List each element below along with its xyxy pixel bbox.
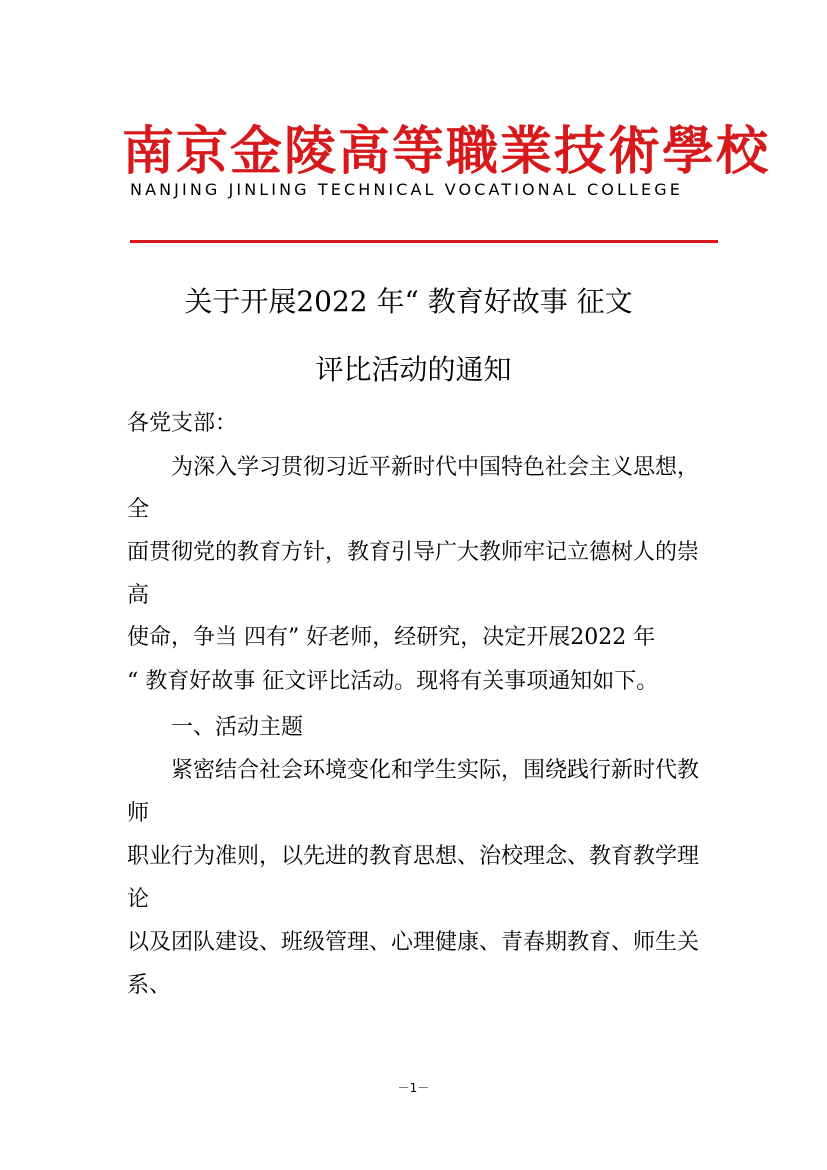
letterhead-red-rule [130,240,718,243]
letterhead-english-name: NANJING JINLING TECHNICAL VOCATIONAL COLLEGE [130,180,683,199]
notice-title-line-1: 关于开展2022 年“ 教育好故事 征文 [184,285,633,318]
body-paragraph-line: 全 [127,497,150,522]
body-paragraph-line: 职业行为准则，以先进的教育思想、治校理念、教育教学理 [127,844,700,869]
body-paragraph-line: 以及团队建设、班级管理、心理健康、青春期教育、师生关 [127,930,700,955]
body-paragraph-line: 为深入学习贯彻习近平新时代中国特色社会主义思想， [127,455,700,480]
body-paragraph-line: 论 [127,887,150,912]
letterhead-chinese-name: 南京金陵高等職業技術學校 [122,121,771,182]
body-paragraph-line: 使命，争当 四有” 好老师，经研究，决定开展2022 年 [127,625,656,650]
body-paragraph-line: 师 [127,801,150,826]
body-paragraph-line: 高 [127,583,150,608]
salutation: 各党支部： [127,411,238,436]
page-number: －1－ [397,1081,430,1095]
notice-title-line-2: 评比活动的通知 [315,353,512,386]
body-paragraph-line: 系、 [127,973,172,998]
body-paragraph-line: 面贯彻党的教育方针，教育引导广大教师牢记立德树人的崇 [127,540,700,565]
body-paragraph-line: 紧密结合社会环境变化和学生实际，围绕践行新时代教 [127,758,700,783]
body-paragraph-line: “ 教育好故事 征文评比活动。现将有关事项通知如下。 [127,669,659,694]
section-heading-theme: 一、活动主题 [127,715,304,740]
